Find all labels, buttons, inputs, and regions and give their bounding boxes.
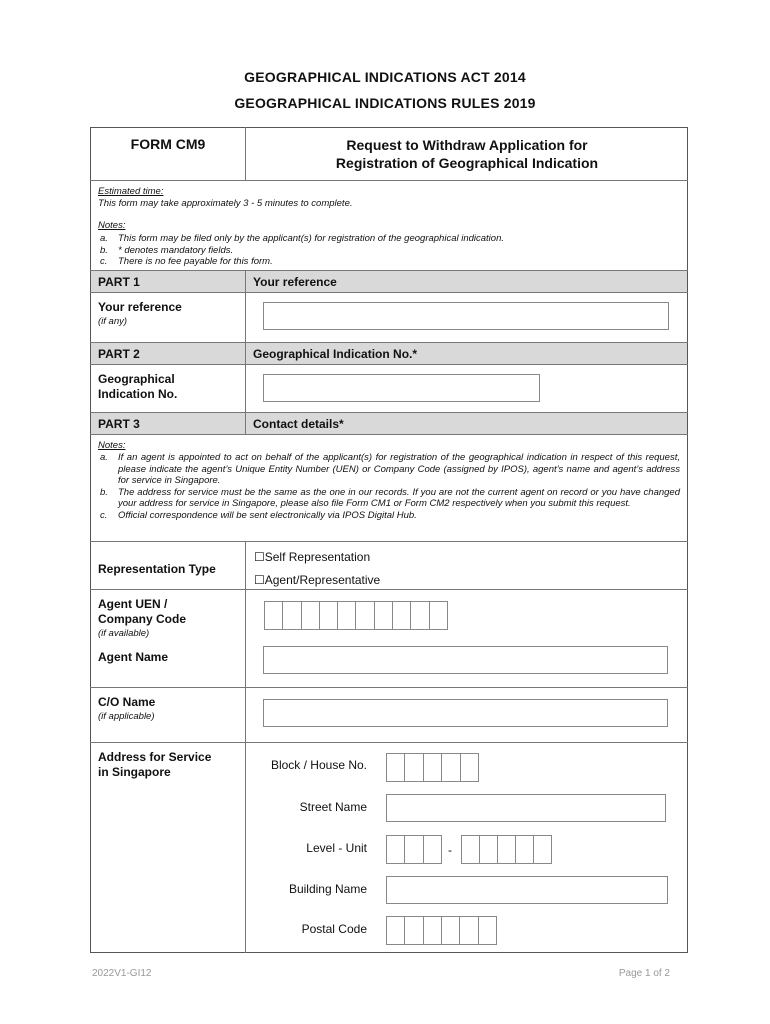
- address-divider: [245, 742, 246, 953]
- part3-heading: Contact details*: [253, 417, 344, 431]
- intro-notes-label: Notes:: [98, 220, 126, 231]
- part3-note: c. Official correspondence will be sent electronically via IPOS Digital Hub.: [100, 509, 417, 521]
- version-code: 2022V1-GI12: [92, 968, 152, 979]
- gi-number-label-line1: Geographical: [98, 372, 175, 386]
- form-title-line2: Registration of Geographical Indication: [335, 155, 599, 171]
- agent-uen-label-line1: Agent UEN /: [98, 597, 168, 611]
- part3-notes: [98, 452, 680, 521]
- level-unit-label: Level - Unit: [306, 841, 367, 855]
- part1-band: [91, 271, 687, 292]
- part1-label: PART 1: [98, 275, 140, 289]
- representation-divider: [245, 541, 246, 589]
- part3-band-divider: [245, 412, 246, 434]
- co-divider: [245, 687, 246, 742]
- part2-band-divider: [245, 342, 246, 364]
- postal-label: Postal Code: [301, 922, 367, 936]
- part1-band-bottom: [90, 292, 688, 293]
- act-title: GEOGRAPHICAL INDICATIONS ACT 2014: [244, 69, 526, 85]
- co-name-hint: (if applicable): [98, 711, 155, 722]
- intro-note: a. This form may be filed only by the applicant(s) for registration of the geographical indication.: [100, 233, 505, 244]
- intro-section: [98, 186, 678, 232]
- part2-row-divider: [245, 364, 246, 412]
- rules-title: GEOGRAPHICAL INDICATIONS RULES 2019: [234, 95, 536, 111]
- co-bottom-line: [90, 742, 688, 743]
- agent-name-input[interactable]: [263, 646, 668, 674]
- postal-input[interactable]: [386, 916, 497, 945]
- form-title: [246, 136, 688, 172]
- co-name-label: C/O Name: [98, 695, 156, 709]
- self-representation-checkbox[interactable]: ☐Self Representation: [254, 550, 371, 564]
- representation-type-label: Representation Type: [98, 562, 216, 576]
- part1-band-divider: [245, 270, 246, 292]
- intro-note: b. * denotes mandatory fields.: [100, 244, 234, 256]
- your-reference-hint: (if any): [98, 316, 128, 327]
- agent-uen-hint: (if available): [98, 628, 150, 639]
- form-title-line1: Request to Withdraw Application for: [346, 137, 588, 153]
- part3-band: [91, 413, 687, 434]
- agent-uen-label-line2: Company Code: [98, 612, 187, 626]
- page-number: Page 1 of 2: [618, 968, 670, 979]
- representation-bottom-line: [90, 589, 688, 590]
- gi-number-label: [98, 372, 177, 402]
- part3-note: a. If an agent is appointed to act on behalf of the applicant(s) for registration of the geographical indication in respect of this request, please indicate the agent’s Unique Entity Number (UEN) or Company Code (assigned by IPOS), agent’s name and agent’s address for service in Singapore.: [100, 452, 680, 486]
- your-reference-label: Your reference: [98, 300, 182, 314]
- header-bottom-line: [90, 180, 688, 181]
- intro-note: c. There is no fee payable for this form.: [100, 256, 273, 267]
- estimated-time-text: This form may take approximately 3 - 5 minutes to complete.: [98, 197, 353, 209]
- part2-band-bottom: [90, 364, 688, 365]
- address-label-line1: Address for Service: [98, 750, 212, 764]
- agent-representative-checkbox[interactable]: ☐Agent/Representative: [254, 573, 381, 587]
- co-name-input[interactable]: [263, 699, 668, 727]
- part3-note: b. The address for service must be the same as the one in our records. If you are not the current agent on record or you have changed your address for service in Singapore, please also file Form CM1 or Form CM2 respectively when you submit this request.: [100, 486, 680, 509]
- part3-notes-label: Notes:: [98, 440, 126, 451]
- level-input[interactable]: [386, 835, 442, 864]
- street-label: Street Name: [299, 800, 367, 814]
- part1-row-divider: [245, 292, 246, 342]
- building-label: Building Name: [288, 882, 367, 896]
- unit-input[interactable]: [461, 835, 552, 864]
- block-label: Block / House No.: [270, 758, 367, 772]
- street-input[interactable]: [386, 794, 666, 822]
- part2-heading: Geographical Indication No.*: [253, 347, 418, 361]
- part3-band-bottom: [90, 434, 688, 435]
- form-code: FORM CM9: [130, 136, 206, 152]
- your-reference-input[interactable]: [263, 302, 669, 330]
- representation-top-line: [90, 541, 688, 542]
- address-label: [98, 750, 211, 780]
- part1-heading: Your reference: [253, 275, 337, 289]
- estimated-time-label: Estimated time:: [98, 186, 164, 197]
- address-label-line2: in Singapore: [98, 765, 171, 779]
- gi-number-label-line2: Indication No.: [98, 387, 178, 401]
- agent-bottom-line: [90, 687, 688, 688]
- building-input[interactable]: [386, 876, 668, 904]
- part2-label: PART 2: [98, 347, 140, 361]
- agent-uen-input[interactable]: [264, 601, 448, 630]
- part3-label: PART 3: [98, 417, 140, 431]
- gi-number-input[interactable]: [263, 374, 540, 402]
- intro-notes: [98, 233, 678, 268]
- level-unit-separator: -: [448, 843, 452, 857]
- agent-name-label: Agent Name: [98, 650, 169, 664]
- agent-divider: [245, 589, 246, 687]
- agent-uen-label: [98, 597, 186, 627]
- block-input[interactable]: [386, 753, 479, 782]
